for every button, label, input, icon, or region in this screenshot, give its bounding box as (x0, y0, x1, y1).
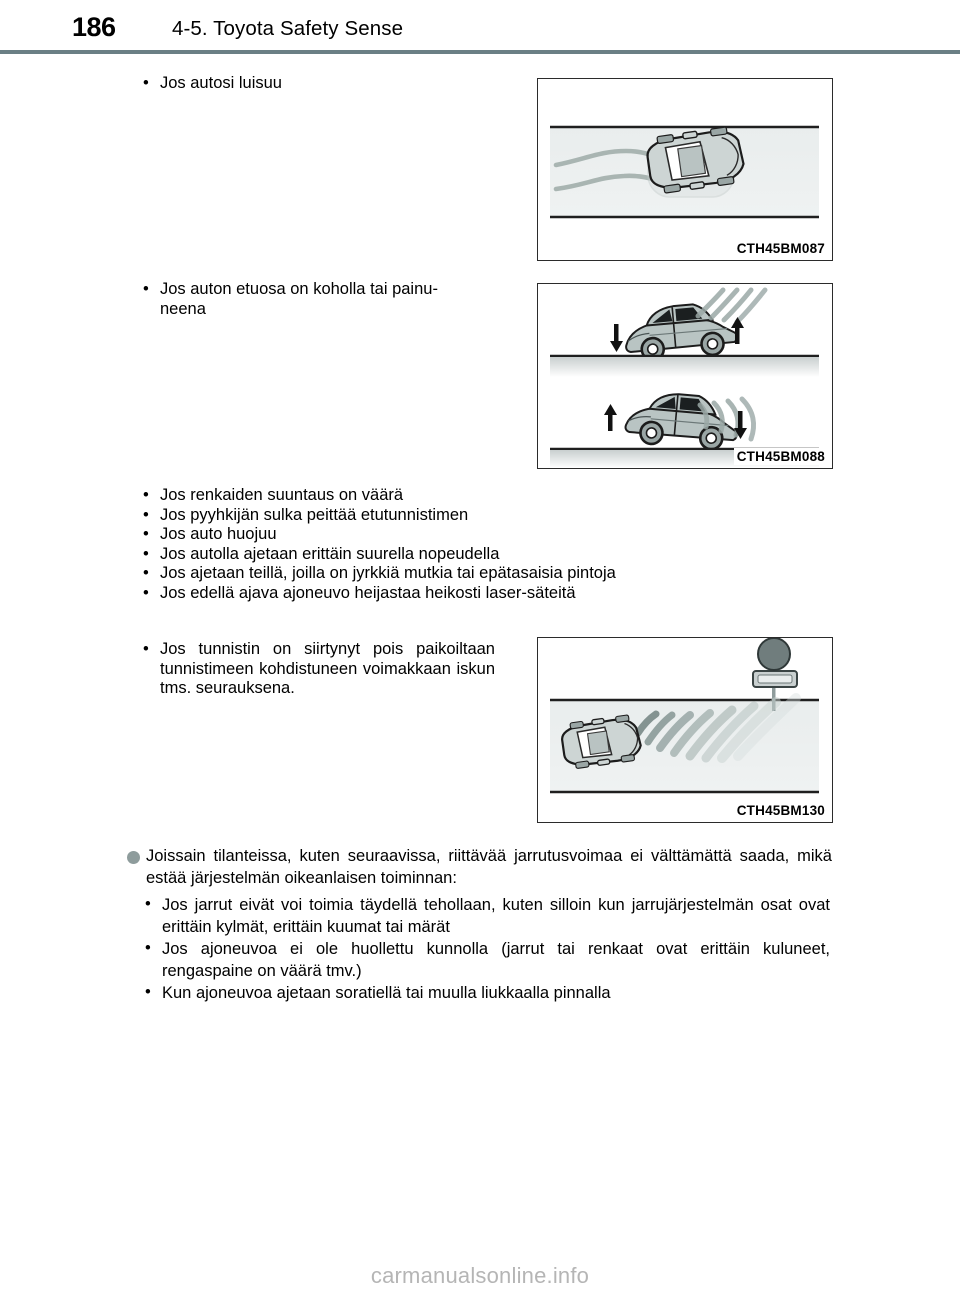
notice-list (127, 895, 833, 1005)
list-item-label: Jos jarrut eivät voi toimia täydellä tehollaan, kuten silloin kun jarrujärjestelmän osat ovat erittäin kylmät, erittäin kuumat tai märät (162, 896, 830, 936)
list-item (143, 506, 803, 526)
bullet-marker-icon: • (143, 505, 149, 524)
bullet-marker-icon: • (145, 983, 151, 1001)
side-view-car-nose-up-nose-down-illustration (538, 284, 831, 467)
figure-car-skidding (537, 78, 833, 261)
list-item-label: Kun ajoneuvoa ajetaan soratiellä tai muulla liukkaalla pinnalla (162, 984, 611, 1002)
conditions-list (143, 486, 803, 604)
bullet-item-skid (143, 74, 513, 94)
bullet-marker-icon: • (145, 939, 151, 957)
header-rule (0, 50, 960, 54)
page-number: 186 (72, 12, 116, 42)
filled-circle-icon (127, 845, 146, 864)
bullet-marker-icon: • (143, 564, 149, 583)
bullet-label-sensor-displaced: Jos tunnistin on siirtynyt pois paikoiltaan tunnistimeen kohdistuneen voimakkaan iskun tms. seurauksena. (160, 640, 495, 698)
top-view-car-radar-beam-roadside-sign-illustration (538, 638, 831, 821)
list-item-label: Jos edellä ajava ajoneuvo heijastaa heikosti laser-säteitä (160, 583, 576, 602)
bullet-label-skid: Jos autosi luisuu (160, 74, 282, 92)
bullet-label-nose-attitude (160, 280, 438, 319)
line-2: neena (160, 299, 206, 318)
bullet-marker-icon: • (143, 640, 149, 658)
bullet-marker-icon: • (145, 895, 151, 913)
list-item-label: Jos ajetaan teillä, joilla on jyrkkiä mutkia tai epätasaisia pintoja (160, 564, 616, 583)
bullet-marker-icon: • (143, 544, 149, 563)
figure-code-label: CTH45BM087 (734, 240, 828, 257)
figure-car-pitch-attitude (537, 283, 833, 469)
list-item-label: Jos ajoneuvoa ei ole huollettu kunnolla (jarrut tai renkaat ovat erittäin kuluneet, rengaspaine on väärä tmv.) (162, 940, 830, 980)
bullet-item-nose-attitude (143, 280, 503, 319)
notice-heading-label: Joissain tilanteissa, kuten seuraavissa, riittävää jarrutusvoimaa ei välttämättä saada, mikä estää järjestelmän oikeanlaisen toiminnan: (146, 847, 832, 887)
bullet-marker-icon: • (143, 280, 149, 298)
list-item (143, 545, 803, 565)
line-1: Jos auton etuosa on koholla tai painu- (160, 280, 438, 298)
list-item (143, 486, 803, 506)
notice-block (127, 845, 833, 1006)
figure-code-label: CTH45BM088 (734, 448, 828, 465)
bullet-marker-icon: • (143, 486, 149, 504)
notice-heading-row (127, 845, 833, 889)
section-title: 4-5. Toyota Safety Sense (172, 17, 404, 40)
list-item (143, 584, 803, 604)
list-item-label: Jos autolla ajetaan erittäin suurella nopeudella (160, 544, 500, 563)
top-view-car-skidding-illustration (538, 79, 831, 259)
figure-radar-beam-to-sign (537, 637, 833, 823)
footer-watermark: carmanualsonline.info (370, 1263, 590, 1288)
list-item (145, 983, 833, 1005)
figure-canvas (538, 284, 832, 468)
page-header (0, 0, 960, 52)
bullet-marker-icon: • (143, 583, 149, 602)
list-item (143, 564, 803, 584)
bullet-item-sensor-displaced (143, 640, 495, 699)
bullet-marker-icon: • (143, 525, 149, 544)
list-item (145, 895, 833, 938)
figure-code-label: CTH45BM130 (734, 802, 828, 819)
figure-canvas (538, 79, 832, 260)
list-item-label: Jos auto huojuu (160, 525, 277, 544)
figure-canvas (538, 638, 832, 822)
bullet-marker-icon: • (143, 74, 149, 92)
list-item-label: Jos renkaiden suuntaus on väärä (160, 486, 404, 504)
list-item-label: Jos pyyhkijän sulka peittää etutunnistimen (160, 505, 469, 524)
list-item (145, 939, 833, 982)
list-item (143, 525, 803, 545)
